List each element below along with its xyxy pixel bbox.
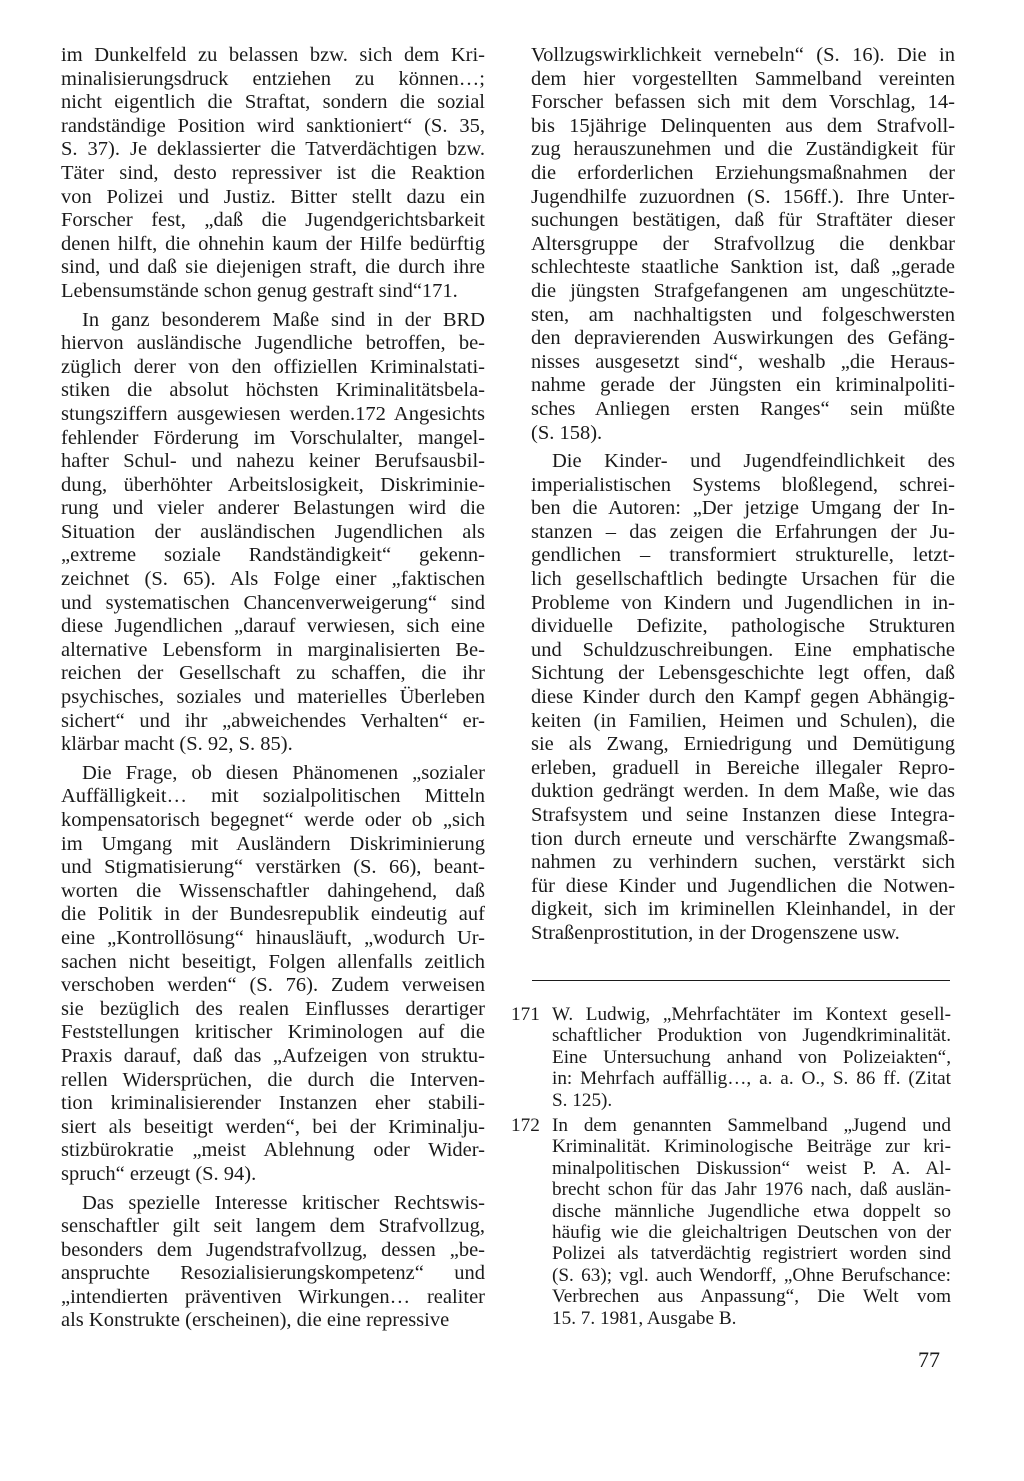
text-line: Feststellungen kritischer Kriminologen auf die [61, 1021, 485, 1044]
text-line: anspruchte Resozialisierungskompetenz“ und [61, 1262, 485, 1285]
text-line: tion durch erneute und verschärfte Zwangsmaß- [531, 827, 955, 850]
text-line: nicht eigentlich die Straftat, sondern die sozial [61, 91, 485, 114]
footnote-line: Eine Untersuchung anhand von Polizeiakten“, [552, 1046, 951, 1068]
paragraph [61, 309, 485, 757]
text-line: „extreme soziale Randständigkeit“ gekenn- [61, 544, 485, 567]
text-line: tion kriminalisierender Instanzen eher stabili- [61, 1092, 485, 1115]
text-line: duktion gedrängt werden. In dem Maße, wie das [531, 780, 955, 803]
footnote-line: dische männliche Jugendliche etwa doppelt so [552, 1200, 951, 1222]
text-line: sie bezüglich des realen Einflusses derartiger [61, 997, 485, 1020]
text-line: diese Kinder durch den Kampf gegen Abhängig- [531, 686, 955, 709]
text-line: reichen der Gesellschaft zu schaffen, die ihr [61, 662, 485, 685]
page-number: 77 [918, 1347, 940, 1372]
text-line: zeichnet (S. 65). Als Folge einer „faktischen [61, 568, 485, 591]
text-line: bis 15jährige Delinquenten aus dem Strafvoll- [531, 114, 955, 137]
text-line: „intendierten präventiven Wirkungen… realiter [61, 1285, 485, 1308]
paragraph [531, 450, 955, 945]
text-line: Die Frage, ob diesen Phänomenen „sozialer [82, 761, 485, 784]
paragraph [61, 44, 485, 304]
text-line: stungsziffern ausgewiesen werden.172 Angesichts [61, 402, 485, 425]
text-line: Täter sind, desto repressiver ist die Reaktion [61, 161, 485, 184]
text-line: sie als Zwang, Erniedrigung und Demütigung [531, 733, 955, 756]
text-line: worten die Wissenschaftler dahingehend, daß [61, 879, 485, 902]
text-line: sches Anliegen ersten Ranges“ sein müßte [531, 397, 955, 420]
text-line: nahme gerade der Jüngsten ein kriminalpoliti- [531, 374, 955, 397]
footnote-line: (S. 63); vgl. auch Wendorff, „Ohne Berufschance: [552, 1264, 951, 1286]
paragraph [61, 762, 485, 1187]
text-line: als Konstrukte (erscheinen), die eine repressive [61, 1309, 450, 1332]
text-line: Altersgruppe der Strafvollzug die denkbar [531, 232, 955, 255]
footnote-line: 15. 7. 1981, Ausgabe B. [552, 1307, 737, 1329]
text-line: stanzen – das zeigen die Erfahrungen der Ju- [531, 520, 955, 543]
text-line: denen hilft, die ohnehin kaum der Hilfe bedürftig [61, 232, 485, 255]
text-line: keiten (in Familien, Heimen und Schulen), die [531, 709, 955, 732]
text-line: Vollzugswirklichkeit vernebeln“ (S. 16). Die in [531, 44, 955, 66]
paragraph [61, 1192, 485, 1334]
footnote-line: In dem genannten Sammelband „Jugend und [552, 1115, 951, 1137]
text-line: die jüngsten Strafgefangenen am ungeschützte- [531, 279, 955, 302]
text-line: zug herauszunehmen und die Zuständigkeit für [531, 138, 955, 161]
text-line: lich gesellschaftlich bedingte Ursachen für die [531, 568, 955, 591]
footnotes [511, 1004, 951, 1333]
text-line: gendlichen – transformiert strukturelle, letzt- [531, 544, 955, 567]
paragraph [531, 44, 955, 445]
footnote-text [552, 1115, 951, 1329]
text-line: im Dunkelfeld zu belassen bzw. sich dem Kri- [61, 44, 485, 66]
text-line: Jugendhilfe zuzuordnen (S. 156ff.). Ihre Unter- [531, 185, 955, 208]
text-line: stiken die absolut höchsten Kriminalitätsbela- [61, 379, 485, 402]
footnote-line: häufig wie die gleichaltrigen Deutschen von der [552, 1222, 951, 1244]
text-line: minalisierungsdruck entziehen zu können…; [61, 67, 485, 90]
text-line: nahmen zu verhindern suchen, verstärkt sich [531, 851, 955, 874]
text-line: erleben, graduell in Bereiche illegaler Repro- [531, 756, 955, 779]
text-line: sind, und daß sie diejenigen straft, die durch ihre [61, 256, 485, 279]
footnote-line: S. 125). [552, 1089, 613, 1111]
footnote-line: in: Mehrfach auffällig…, a. a. O., S. 86 ff. (Zitat [552, 1068, 951, 1090]
text-line: den depravierenden Auswirkungen des Gefäng- [531, 327, 955, 350]
text-line: kompensatorisch begegnet“ werde oder ob „sich [61, 809, 485, 831]
text-line: verschoben werden“ (S. 76). Zudem verweisen [61, 974, 485, 997]
footnote [511, 1115, 951, 1329]
footnote-line: minalpolitischen Diskussion“ weist P. A. Al- [552, 1157, 951, 1179]
text-line: Das spezielle Interesse kritischer Rechtswis- [82, 1191, 485, 1214]
text-line: (S. 158). [531, 421, 603, 444]
footnote-text [552, 1004, 951, 1111]
text-line: suchungen bestätigen, daß für Straftäter dieser [531, 209, 955, 232]
text-line: diese Jugendlichen „darauf verwiesen, sich eine [61, 615, 485, 638]
text-line: alternative Lebensform in marginalisierten Be- [61, 638, 485, 661]
text-line: digkeit, sich im kriminellen Kleinhandel, in der [531, 898, 955, 921]
text-line: hiervon ausländische Jugendliche betroffen, be- [61, 332, 485, 355]
text-line: Die Kinder- und Jugendfeindlichkeit des [552, 450, 955, 473]
text-line: Probleme von Kindern und Jugendlichen in in- [531, 591, 955, 614]
text-line: Situation der ausländischen Jugendlichen als [61, 520, 485, 543]
left-column [61, 44, 485, 1338]
text-line: und Schuldzuschreibungen. Eine emphatische [531, 638, 955, 661]
footnote-line: W. Ludwig, „Mehrfachtäter im Kontext gesell- [552, 1004, 951, 1025]
text-line: und Stigmatisierung“ verstärken (S. 66), beant- [61, 856, 485, 879]
text-line: Forscher fest, „daß die Jugendgerichtsbarkeit [61, 209, 485, 232]
text-line: senschaftler gilt seit langem dem Strafvollzug, [61, 1215, 485, 1238]
footnote-line: Polizei als tatverdächtig registriert worden sind [552, 1243, 951, 1265]
text-line: imperialistischen Systems bloßlegend, schrei- [531, 473, 955, 496]
text-line: nisses ausgesetzt sind“, weshalb „die Heraus- [531, 350, 955, 373]
text-line: Straßenprostitution, in der Drogenszene usw. [531, 921, 900, 944]
text-line: S. 37). Je deklassierter die Tatverdächtigen bzw. [61, 138, 485, 161]
footnote-divider [532, 980, 950, 981]
footnote [511, 1004, 951, 1111]
text-line: die Politik in der Bundesrepublik eindeutig auf [61, 903, 485, 926]
text-line: schlechteste staatliche Sanktion ist, daß „gerade [531, 256, 955, 279]
text-line: In ganz besonderem Maße sind in der BRD [82, 308, 485, 331]
text-line: die erforderlichen Erziehungsmaßnahmen der [531, 161, 955, 184]
text-line: dividuelle Defizite, pathologische Strukturen [531, 615, 955, 638]
text-line: Forscher befassen sich mit dem Vorschlag, 14- [531, 91, 955, 114]
text-line: spruch“ erzeugt (S. 94). [61, 1162, 257, 1185]
text-line: Lebensumstände schon genug gestraft sind“171. [61, 279, 458, 302]
text-line: Strafsystem und seine Instanzen diese Integra- [531, 804, 955, 826]
footnote-number: 171 [511, 1004, 540, 1025]
footnote-number: 172 [511, 1115, 540, 1137]
text-line: von Polizei und Justiz. Bitter stellt dazu ein [61, 185, 485, 208]
text-line: züglich derer von den offiziellen Kriminalstati- [61, 355, 485, 378]
footnote-line: schaftlicher Produktion von Jugendkriminalität. [552, 1025, 951, 1047]
text-line: fehlender Förderung im Vorschulalter, mangel- [61, 426, 485, 449]
text-line: sten, am nachhaltigsten und folgeschwersten [531, 303, 955, 326]
text-line: sichert“ und ihr „abweichendes Verhalten“ er- [61, 709, 485, 732]
text-line: psychisches, soziales und materielles Überleben [61, 686, 485, 709]
footnote-line: brecht schon für das Jahr 1976 nach, daß auslän- [552, 1179, 951, 1201]
text-line: rung und vieler anderer Belastungen wird die [61, 497, 485, 520]
text-line: stizbürokratie „meist Ablehnung oder Wider- [61, 1139, 485, 1162]
text-line: Sichtung der Lebensgeschichte legt offen, daß [531, 662, 955, 685]
text-line: rellen Widersprüchen, die durch die Interven- [61, 1068, 485, 1091]
text-line: dung, überhöhter Arbeitslosigkeit, Diskriminie- [61, 473, 485, 496]
text-line: ben die Autoren: „Der jetzige Umgang der In- [531, 497, 955, 520]
text-line: Auffälligkeit… mit sozialpolitischen Mitteln [61, 785, 485, 808]
text-line: hafter Schul- und nahezu keiner Berufsausbil- [61, 450, 485, 473]
text-line: sachen nicht beseitigt, Folgen allenfalls zeitlich [61, 950, 485, 973]
text-line: klärbar macht (S. 92, S. 85). [61, 733, 293, 756]
text-line: siert als beseitigt werden“, bei der Kriminalju- [61, 1115, 485, 1138]
text-line: eine „Kontrollösung“ hinausläuft, „wodurch Ur- [61, 926, 485, 949]
text-line: randständige Position wird sanktioniert“ (S. 35, [61, 114, 485, 137]
text-line: für diese Kinder und Jugendlichen die Notwen- [531, 874, 955, 897]
text-line: dem hier vorgestellten Sammelband vereinten [531, 67, 955, 90]
text-line: und systematischen Chancenverweigerung“ sind [61, 591, 485, 614]
text-line: im Umgang mit Ausländern Diskriminierung [61, 832, 485, 855]
right-column [531, 44, 955, 951]
footnote-line: Kriminalität. Kriminologische Beiträge zur kri- [552, 1136, 951, 1158]
text-line: Praxis darauf, daß das „Aufzeigen von struktu- [61, 1044, 485, 1067]
text-line: besonders dem Jugendstrafvollzug, dessen „be- [61, 1238, 485, 1261]
footnote-line: Verbrechen aus Anpassung“, Die Welt vom [552, 1286, 951, 1308]
